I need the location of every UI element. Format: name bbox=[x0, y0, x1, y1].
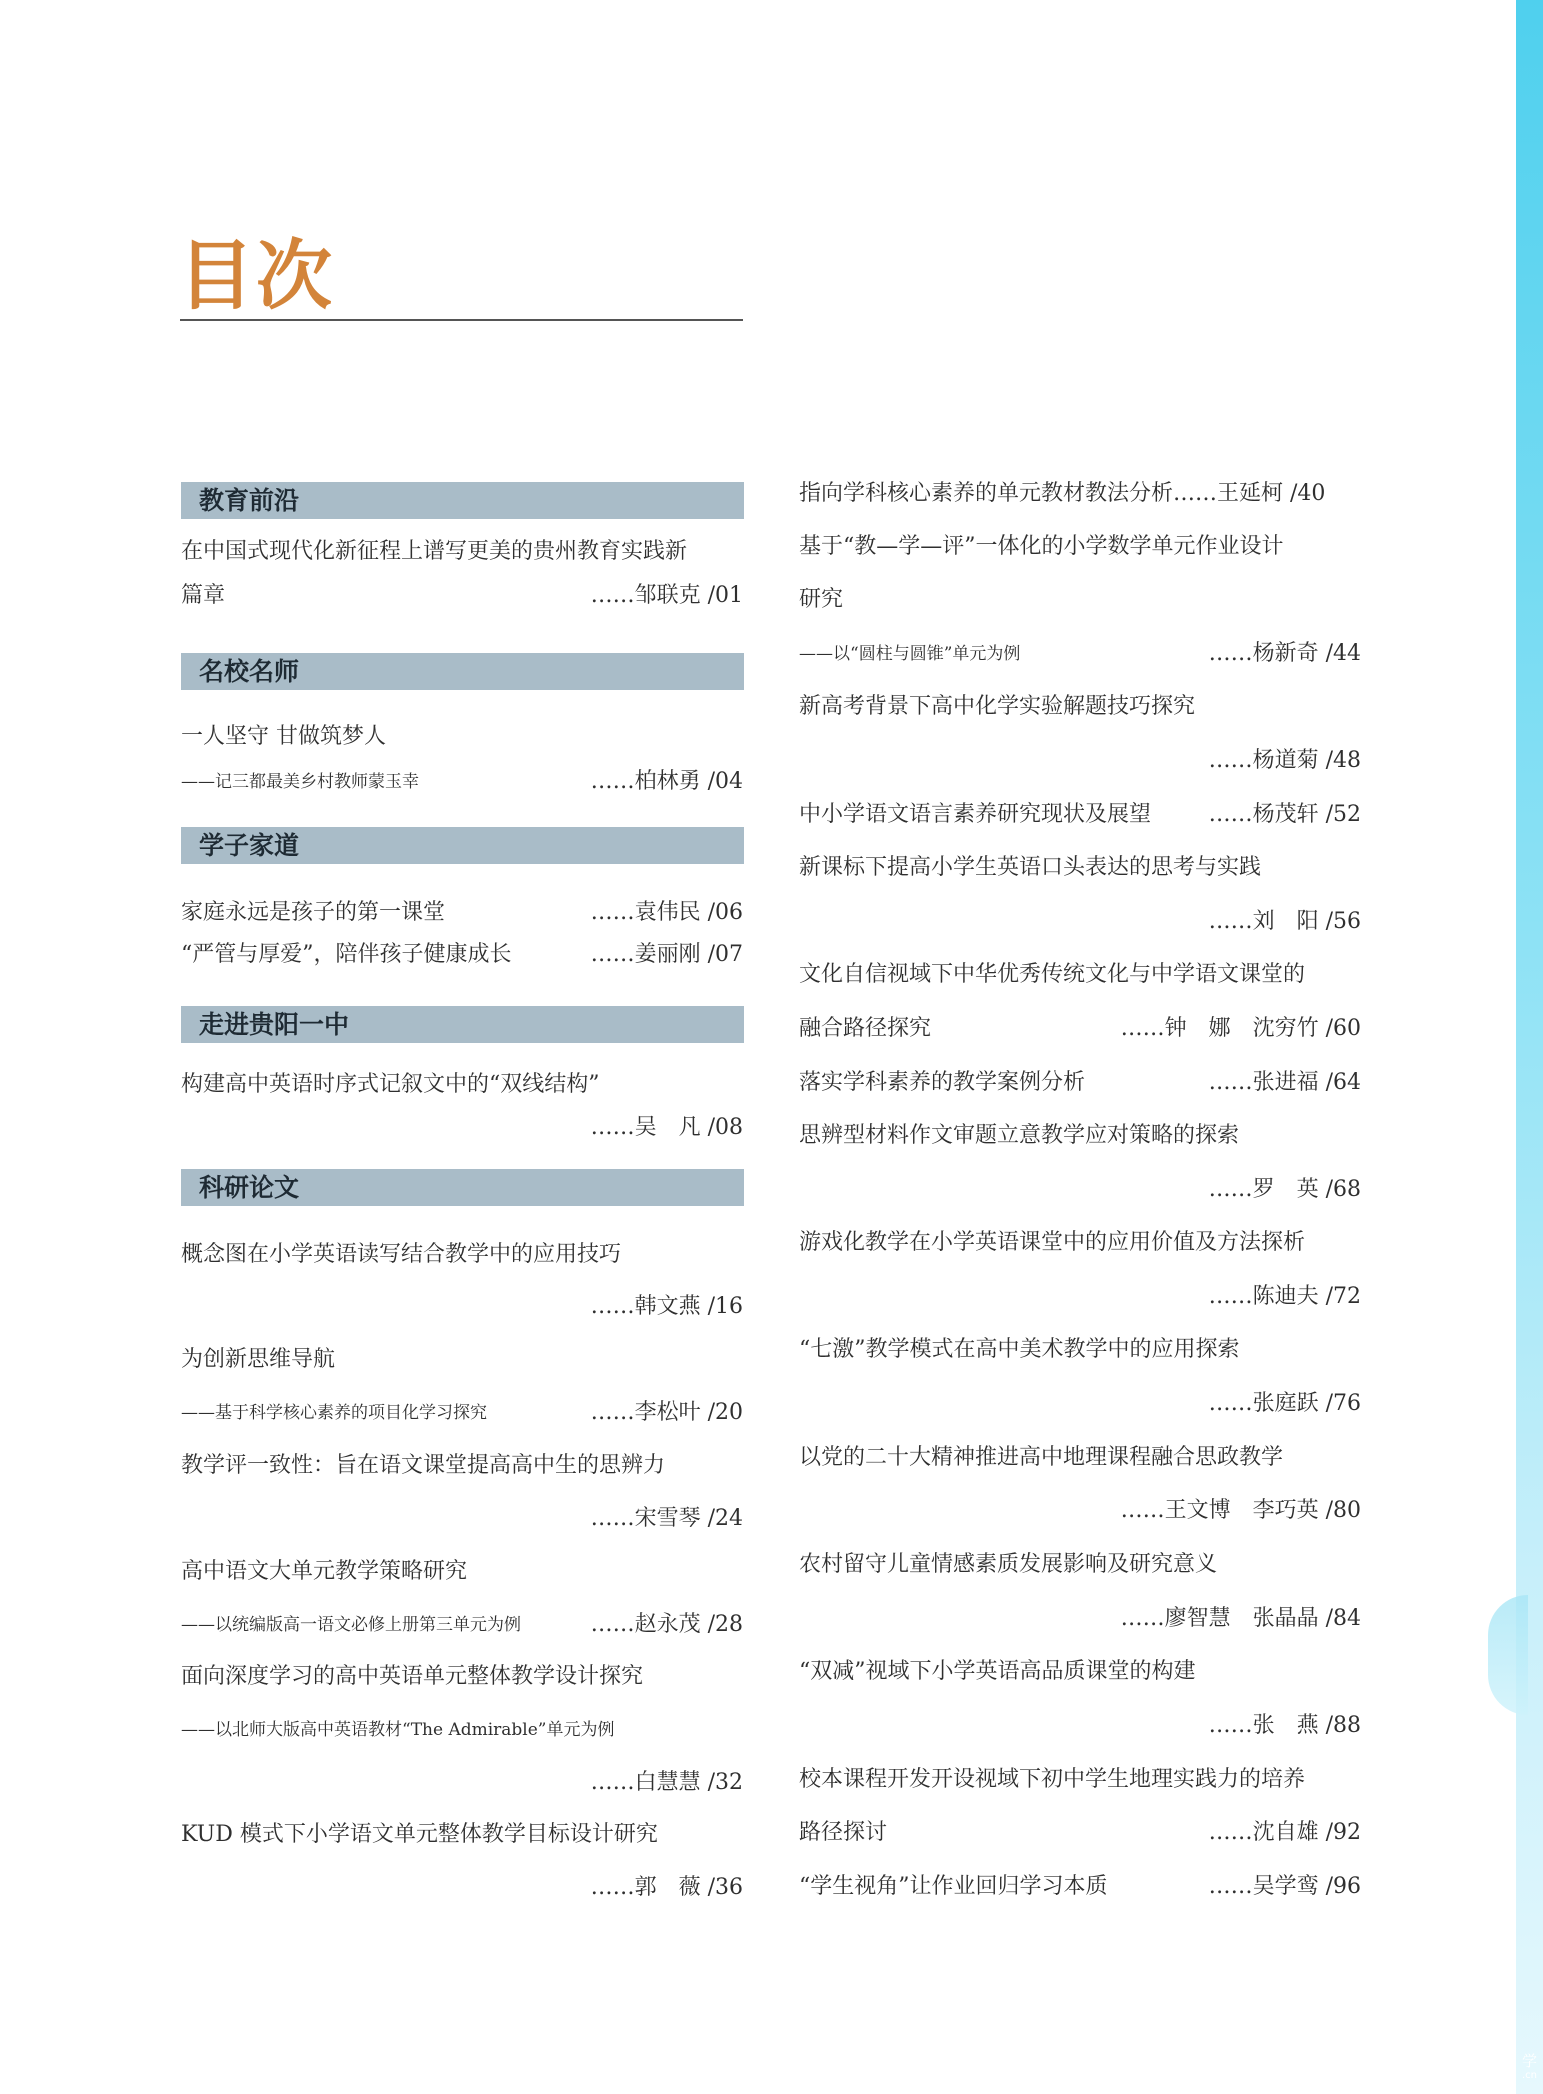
toc-entry-author-page: ……王文博 李巧英 /80 bbox=[1120, 1498, 1361, 1523]
section-header-research-papers: 科研论文 bbox=[181, 1169, 744, 1206]
toc-entry-author-page: ……罗 英 /68 bbox=[1208, 1177, 1361, 1202]
toc-entry-author-page: ……杨茂轩 /52 bbox=[1208, 802, 1361, 827]
toc-entry-author-page: ……赵永茂 /28 bbox=[590, 1612, 743, 1637]
toc-entry-title-cont[interactable]: 融合路径探究 bbox=[799, 1016, 932, 1041]
toc-entry-author-page: ……宋雪琴 /24 bbox=[590, 1506, 743, 1531]
toc-entry-author-page: ……李松叶 /20 bbox=[590, 1400, 743, 1425]
section-header-education-frontier: 教育前沿 bbox=[181, 482, 744, 519]
toc-entry-author-page: ……钟 娜 沈穷竹 /60 bbox=[1120, 1016, 1361, 1041]
toc-entry-title[interactable]: “学生视角”让作业回归学习本质 bbox=[799, 1874, 1108, 1899]
toc-entry-author-page: ……张 燕 /88 bbox=[1208, 1713, 1361, 1738]
toc-entry-title[interactable]: 一人坚守 甘做筑梦人 bbox=[181, 724, 386, 749]
toc-entry-title[interactable]: 概念图在小学英语读写结合教学中的应用技巧 bbox=[181, 1242, 622, 1267]
toc-entry-author-page: ……陈迪夫 /72 bbox=[1208, 1284, 1361, 1309]
toc-entry-author-page: ……袁伟民 /06 bbox=[590, 900, 743, 925]
toc-entry-author-page: ……廖智慧 张晶晶 /84 bbox=[1120, 1606, 1361, 1631]
toc-entry-title[interactable]: “双减”视域下小学英语高品质课堂的构建 bbox=[799, 1659, 1196, 1684]
toc-entry-subtitle: ——以“圆柱与圆锥”单元为例 bbox=[799, 644, 1021, 664]
sidebar-small-text: .cn bbox=[1522, 2070, 1538, 2081]
toc-entry-title[interactable]: “严管与厚爱”，陪伴孩子健康成长 bbox=[181, 942, 512, 967]
toc-entry-title[interactable]: 校本课程开发开设视域下初中学生地理实践力的培养 bbox=[799, 1767, 1306, 1792]
sidebar-text: 学 bbox=[1521, 2052, 1537, 2070]
toc-entry-title[interactable]: 面向深度学习的高中英语单元整体教学设计探究 bbox=[181, 1664, 644, 1689]
toc-entry-author-page: ……张进福 /64 bbox=[1208, 1070, 1361, 1095]
toc-entry-title[interactable]: 高中语文大单元教学策略研究 bbox=[181, 1559, 468, 1584]
section-header-famous-schools: 名校名师 bbox=[181, 653, 744, 690]
toc-entry-title[interactable]: 游戏化教学在小学英语课堂中的应用价值及方法探析 bbox=[799, 1230, 1306, 1255]
toc-entry-title[interactable]: KUD 模式下小学语文单元整体教学目标设计研究 bbox=[181, 1822, 658, 1847]
toc-entry-author-page: ……柏林勇 /04 bbox=[590, 769, 743, 794]
toc-entry-title-cont[interactable]: 篇章 bbox=[181, 583, 226, 608]
toc-entry-title[interactable]: 落实学科素养的教学案例分析 bbox=[799, 1070, 1086, 1095]
toc-entry-author-page: ……张庭跃 /76 bbox=[1208, 1391, 1361, 1416]
toc-entry-author-page: ……白慧慧 /32 bbox=[590, 1770, 743, 1795]
toc-entry-title[interactable]: 构建高中英语时序式记叙文中的“双线结构” bbox=[181, 1072, 600, 1097]
toc-entry-title[interactable]: 新高考背景下高中化学实验解题技巧探究 bbox=[799, 694, 1196, 719]
toc-entry-author-page: ……姜丽刚 /07 bbox=[590, 942, 743, 967]
section-header-family-education: 学子家道 bbox=[181, 827, 744, 864]
toc-entry-title[interactable]: 思辨型材料作文审题立意教学应对策略的探索 bbox=[799, 1123, 1240, 1148]
toc-entry-author-page: ……吴 凡 /08 bbox=[590, 1115, 743, 1140]
toc-entry-title[interactable]: 以党的二十大精神推进高中地理课程融合思政教学 bbox=[799, 1445, 1284, 1470]
toc-entry-title-cont[interactable]: 研究 bbox=[799, 587, 844, 612]
page-title: 目次 bbox=[178, 231, 334, 320]
toc-entry-title[interactable]: 在中国式现代化新征程上谱写更美的贵州教育实践新 bbox=[181, 539, 688, 564]
toc-entry-author-page: ……沈自雄 /92 bbox=[1208, 1820, 1361, 1845]
toc-entry-subtitle: ——记三都最美乡村教师蒙玉幸 bbox=[181, 772, 419, 792]
side-gradient-strip bbox=[1516, 0, 1543, 2094]
toc-entry-title[interactable]: 基于“教—学—评”一体化的小学数学单元作业设计 bbox=[799, 534, 1284, 559]
toc-entry-author-page: ……杨道菊 /48 bbox=[1208, 748, 1361, 773]
toc-entry-subtitle: ——基于科学核心素养的项目化学习探究 bbox=[181, 1403, 487, 1423]
toc-entry-author-page: ……郭 薇 /36 bbox=[590, 1875, 743, 1900]
toc-entry-title[interactable]: “七激”教学模式在高中美术教学中的应用探索 bbox=[799, 1337, 1240, 1362]
toc-entry-author-page: ……韩文燕 /16 bbox=[590, 1294, 743, 1319]
section-header-guiyang-no1: 走进贵阳一中 bbox=[181, 1006, 744, 1043]
toc-entry-title[interactable]: 文化自信视域下中华优秀传统文化与中学语文课堂的 bbox=[799, 962, 1306, 987]
toc-entry-title[interactable]: 农村留守儿童情感素质发展影响及研究意义 bbox=[799, 1552, 1218, 1577]
toc-entry-title[interactable]: 中小学语文语言素养研究现状及展望 bbox=[799, 802, 1152, 827]
toc-entry-author-page: ……吴学鸾 /96 bbox=[1208, 1874, 1361, 1899]
toc-entry-author-page: ……杨新奇 /44 bbox=[1208, 641, 1361, 666]
toc-entry-subtitle: ——以统编版高一语文必修上册第三单元为例 bbox=[181, 1615, 521, 1635]
toc-entry-title-cont[interactable]: 路径探讨 bbox=[799, 1820, 888, 1845]
toc-entry-title[interactable]: 家庭永远是孩子的第一课堂 bbox=[181, 900, 446, 925]
toc-entry-subtitle: ——以北师大版高中英语教材“The Admirable”单元为例 bbox=[181, 1720, 615, 1740]
strip-decoration bbox=[1488, 1595, 1528, 1715]
toc-entry-author-page: ……刘 阳 /56 bbox=[1208, 909, 1361, 934]
toc-entry-title-with-author[interactable]: 指向学科核心素养的单元教材教法分析……王延柯 /40 bbox=[799, 481, 1326, 506]
title-underline bbox=[180, 319, 743, 321]
toc-entry-title[interactable]: 为创新思维导航 bbox=[181, 1347, 336, 1372]
toc-entry-title[interactable]: 新课标下提高小学生英语口头表达的思考与实践 bbox=[799, 855, 1262, 880]
toc-entry-author-page: ……邹联克 /01 bbox=[590, 583, 743, 608]
toc-entry-title[interactable]: 教学评一致性：旨在语文课堂提高高中生的思辨力 bbox=[181, 1453, 666, 1478]
